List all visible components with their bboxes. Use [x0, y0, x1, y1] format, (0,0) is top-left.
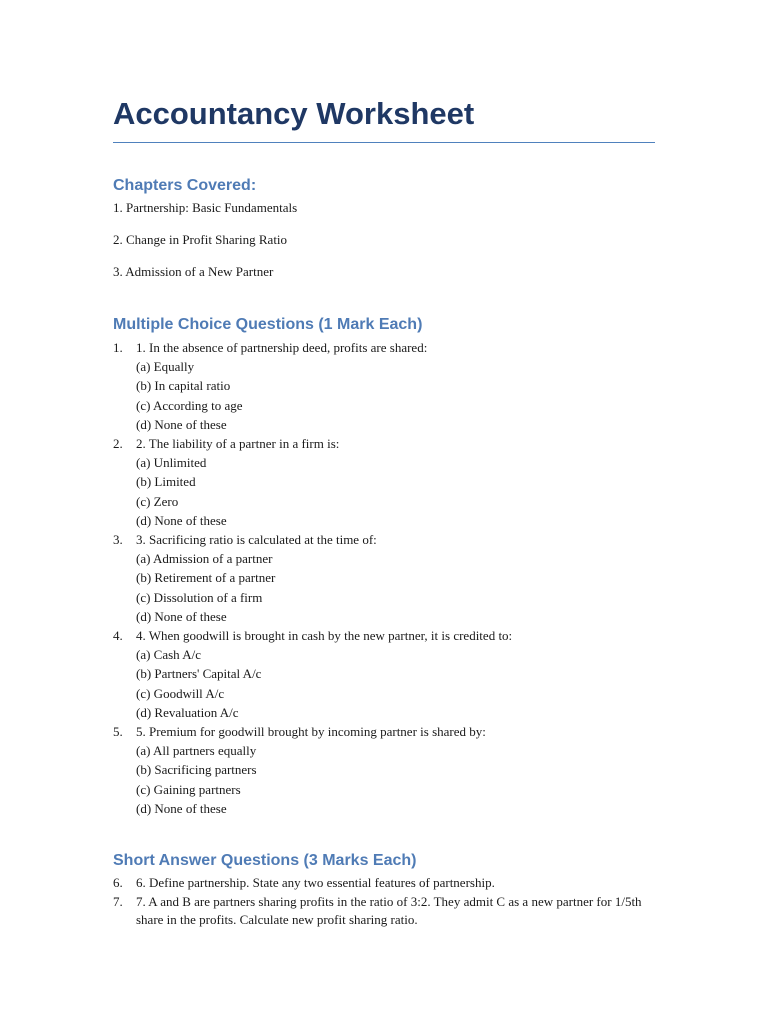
question-number: 6.	[113, 875, 123, 891]
answer-option: (c) Dissolution of a firm	[136, 589, 263, 605]
mcq-section	[113, 314, 655, 818]
answer-option: (d) None of these	[136, 512, 227, 528]
chapters-section	[113, 175, 655, 281]
mcq-question	[113, 434, 655, 530]
question-text: 2. The liability of a partner in a firm is:	[136, 436, 340, 452]
saq-section	[113, 850, 655, 930]
answer-option: (b) Sacrificing partners	[136, 762, 257, 778]
question-number: 7.	[113, 893, 123, 909]
answer-option: (a) Unlimited	[136, 455, 207, 471]
mcq-heading: Multiple Choice Questions (1 Mark Each)	[113, 316, 423, 333]
answer-option: (d) None of these	[136, 416, 227, 432]
question-number: 3.	[113, 532, 123, 548]
answer-option: (a) Cash A/c	[136, 647, 201, 663]
question-text: 3. Sacrificing ratio is calculated at the time of:	[136, 532, 377, 548]
answer-option: (b) Limited	[136, 474, 196, 490]
question-text: 1. In the absence of partnership deed, profits are shared:	[136, 340, 428, 355]
question-text: 6. Define partnership. State any two essential features of partnership.	[136, 875, 495, 891]
answer-option: (c) According to age	[136, 397, 243, 413]
answer-option: (a) All partners equally	[136, 743, 257, 759]
mcq-question	[113, 338, 655, 434]
answer-option: (c) Zero	[136, 493, 179, 509]
question-text: 4. When goodwill is brought in cash by the new partner, it is credited to:	[136, 628, 513, 644]
answer-option: (b) Partners' Capital A/c	[136, 666, 262, 682]
question-number: 2.	[113, 436, 123, 452]
mcq-question	[113, 530, 655, 626]
chapter-item: 3. Admission of a New Partner	[113, 264, 274, 279]
chapters-heading: Chapters Covered:	[113, 177, 257, 194]
chapter-item: 1. Partnership: Basic Fundamentals	[113, 200, 298, 215]
question-text: 7. A and B are partners sharing profits in the ratio of 3:2. They admit C as a new partner for 1/5th share in the profits. Calculate new profit sharing ratio.	[136, 893, 642, 928]
mcq-list	[113, 338, 655, 818]
answer-option: (b) Retirement of a partner	[136, 570, 276, 586]
answer-option: (a) Admission of a partner	[136, 551, 273, 567]
saq-question	[113, 874, 655, 893]
question-number: 4.	[113, 628, 123, 644]
saq-question	[113, 893, 655, 930]
answer-option: (d) Revaluation A/c	[136, 704, 239, 720]
answer-option: (d) None of these	[136, 800, 227, 816]
question-number: 1.	[113, 340, 123, 355]
answer-option: (a) Equally	[136, 359, 195, 375]
document-title: Accountancy Worksheet	[113, 90, 655, 143]
answer-option: (b) In capital ratio	[136, 378, 231, 394]
answer-option: (d) None of these	[136, 608, 227, 624]
answer-option: (c) Gaining partners	[136, 781, 241, 797]
worksheet-page	[113, 90, 655, 930]
answer-option: (c) Goodwill A/c	[136, 685, 225, 701]
mcq-question	[113, 626, 655, 722]
saq-list	[113, 874, 655, 930]
question-text: 5. Premium for goodwill brought by incoming partner is shared by:	[136, 724, 486, 740]
question-number: 5.	[113, 724, 123, 740]
saq-heading: Short Answer Questions (3 Marks Each)	[113, 852, 417, 870]
mcq-question	[113, 722, 655, 818]
chapter-item: 2. Change in Profit Sharing Ratio	[113, 232, 288, 247]
